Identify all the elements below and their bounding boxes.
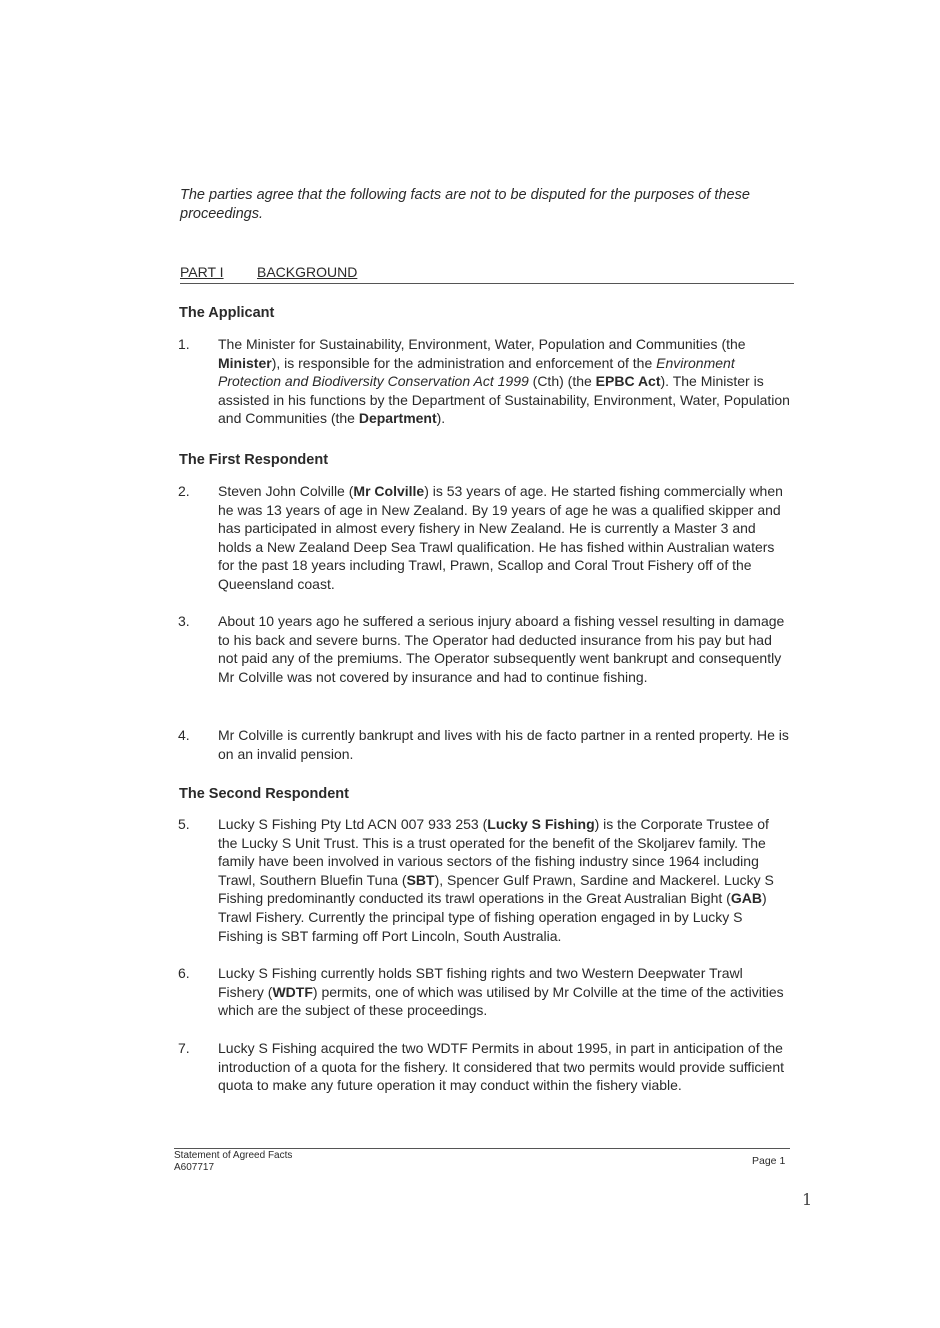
paragraph-number: 2. (178, 483, 190, 499)
paragraph-number: 7. (178, 1040, 190, 1056)
paragraph-text: About 10 years ago he suffered a serious injury aboard a fishing vessel resulting in damage to his back and severe burns. The Operator had deducted insurance from his pay but had not paid any of the premiums. The Operator subsequently went bankrupt and consequently Mr Colville was not covered by insurance and had to continue fishing. (218, 613, 785, 685)
paragraph-number: 4. (178, 727, 190, 743)
footer-divider (174, 1148, 790, 1149)
paragraph-text: The Minister for Sustainability, Environment, Water, Population and Communities (the Minister), is responsible for the administration and enforcement of the Environment Protection and Biodiversity Conservation Act 1999 (Cth) (the EPBC Act). The Minister is assisted in his functions by the Department of Sustainability, Environment, Water, Population and Communities (the Department). (218, 336, 790, 427)
footer-doc-id: A607717 (174, 1162, 215, 1173)
paragraph-text: Lucky S Fishing Pty Ltd ACN 007 933 253 (Lucky S Fishing) is the Corporate Trustee of the Lucky S Unit Trust. This is a trust operated for the benefit of the Skoljarev family. The family have been involved in various sectors of the fishing industry since 1964 including Trawl, Southern Bluefin Tuna (SBT), Spencer Gulf Prawn, Sardine and Mackerel. Lucky S Fishing predominantly conducted its trawl operations in the Great Australian Bight (GAB) Trawl Fishery. Currently the principal type of fishing operation engaged in by Lucky S Fishing is SBT farming off Port Lincoln, South Australia. (218, 816, 774, 944)
footer-title: Statement of Agreed Facts (174, 1150, 293, 1161)
paragraph-text: Mr Colville is currently bankrupt and lives with his de facto partner in a rented property. He is on an invalid pension. (218, 727, 789, 762)
paragraph-3 (178, 612, 790, 686)
section-heading-second-respondent: The Second Respondent (179, 786, 349, 802)
part-number: PART I (180, 264, 224, 280)
page-mark: 1 (802, 1190, 813, 1209)
part-title: BACKGROUND (257, 264, 358, 280)
paragraph-1 (178, 335, 790, 428)
section-heading-first-respondent: The First Respondent (179, 452, 329, 468)
paragraph-7 (178, 1039, 790, 1095)
part-heading (180, 263, 794, 284)
paragraph-number: 1. (178, 336, 190, 352)
intro-statement: The parties agree that the following facts are not to be disputed for the purposes of these proceedings. (180, 187, 750, 222)
paragraph-number: 5. (178, 816, 190, 832)
footer-page-number: Page 1 (752, 1155, 786, 1167)
paragraph-number: 3. (178, 613, 190, 629)
paragraph-5 (178, 815, 790, 945)
section-heading-applicant: The Applicant (179, 305, 275, 321)
paragraph-text: Lucky S Fishing currently holds SBT fishing rights and two Western Deepwater Trawl Fishery (WDTF) permits, one of which was utilised by Mr Colville at the time of the activities which are the subject of these proceedings. (218, 965, 784, 1019)
paragraph-4 (178, 726, 790, 763)
footer-info (174, 1150, 292, 1174)
paragraph-2 (178, 482, 790, 594)
paragraph-text: Lucky S Fishing acquired the two WDTF Permits in about 1995, in part in anticipation of the introduction of a quota for the fishery. It considered that two permits would provide sufficient quota to make any future operation it may conduct within the fishery viable. (218, 1040, 785, 1094)
paragraph-text: Steven John Colville (Mr Colville) is 53 years of age. He started fishing commercially when he was 13 years of age in New Zealand. By 19 years of age he was a qualified skipper and has participated in almost every fishery in New Zealand. He is currently a Master 3 and holds a New Zealand Deep Sea Trawl qualification. He has fished within Australian waters for the past 18 years including Trawl, Prawn, Scallop and Coral Trout Fishery off of the Queensland coast. (218, 483, 783, 592)
paragraph-number: 6. (178, 965, 190, 981)
paragraph-6 (178, 964, 790, 1020)
